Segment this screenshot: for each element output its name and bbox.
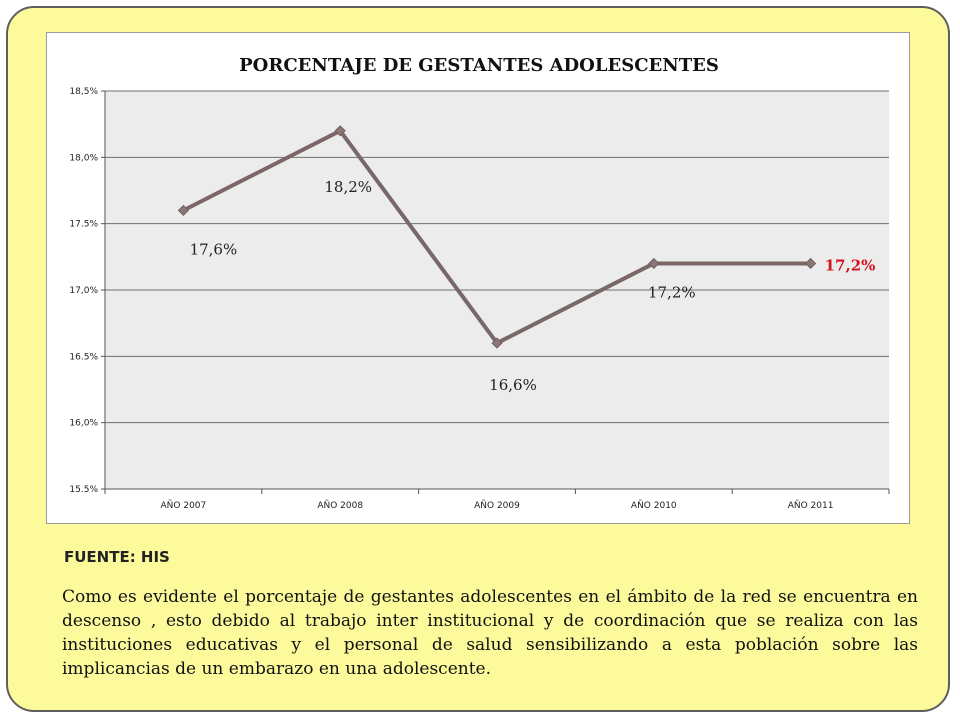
- data-label: 18,2%: [324, 177, 373, 196]
- y-tick-label: 17.5%: [69, 219, 98, 230]
- y-tick-label: 18,0%: [69, 153, 98, 164]
- data-label: 16,6%: [489, 376, 537, 395]
- x-tick-label: AÑO 2009: [474, 501, 520, 511]
- data-label: 17,6%: [189, 240, 238, 259]
- chart-area: [46, 32, 910, 524]
- x-tick-label: AÑO 2010: [630, 501, 677, 511]
- y-axis: [69, 87, 105, 495]
- description-paragraph: Como es evidente el porcentaje de gestantes adolescentes en el ámbito de la red se encuentra en descenso , esto debido al trabajo inter institucional y de coordinación que se realiza con las instituciones educativas y el personal de salud sensibilizando a esta población sobre las implicancias de un embarazo en una adolescente.: [62, 587, 918, 679]
- data-label: 17,2%: [647, 283, 696, 302]
- y-tick-label: 16.5%: [69, 352, 98, 363]
- x-tick-label: AÑO 2008: [317, 501, 364, 511]
- y-tick-label: 16,0%: [69, 418, 98, 429]
- data-label: 17,2%: [824, 256, 876, 275]
- y-tick-label: 15.5%: [69, 485, 98, 495]
- chart-title: PORCENTAJE DE GESTANTES ADOLESCENTES: [239, 55, 719, 76]
- slide-background: [6, 6, 950, 712]
- x-tick-label: AÑO 2007: [160, 501, 207, 511]
- x-axis: [105, 489, 889, 511]
- x-tick-label: AÑO 2011: [787, 501, 834, 511]
- y-tick-label: 18,5%: [69, 87, 98, 97]
- y-tick-label: 17,0%: [69, 286, 98, 296]
- source-label: FUENTE: HIS: [64, 548, 170, 566]
- line-chart: [47, 33, 911, 525]
